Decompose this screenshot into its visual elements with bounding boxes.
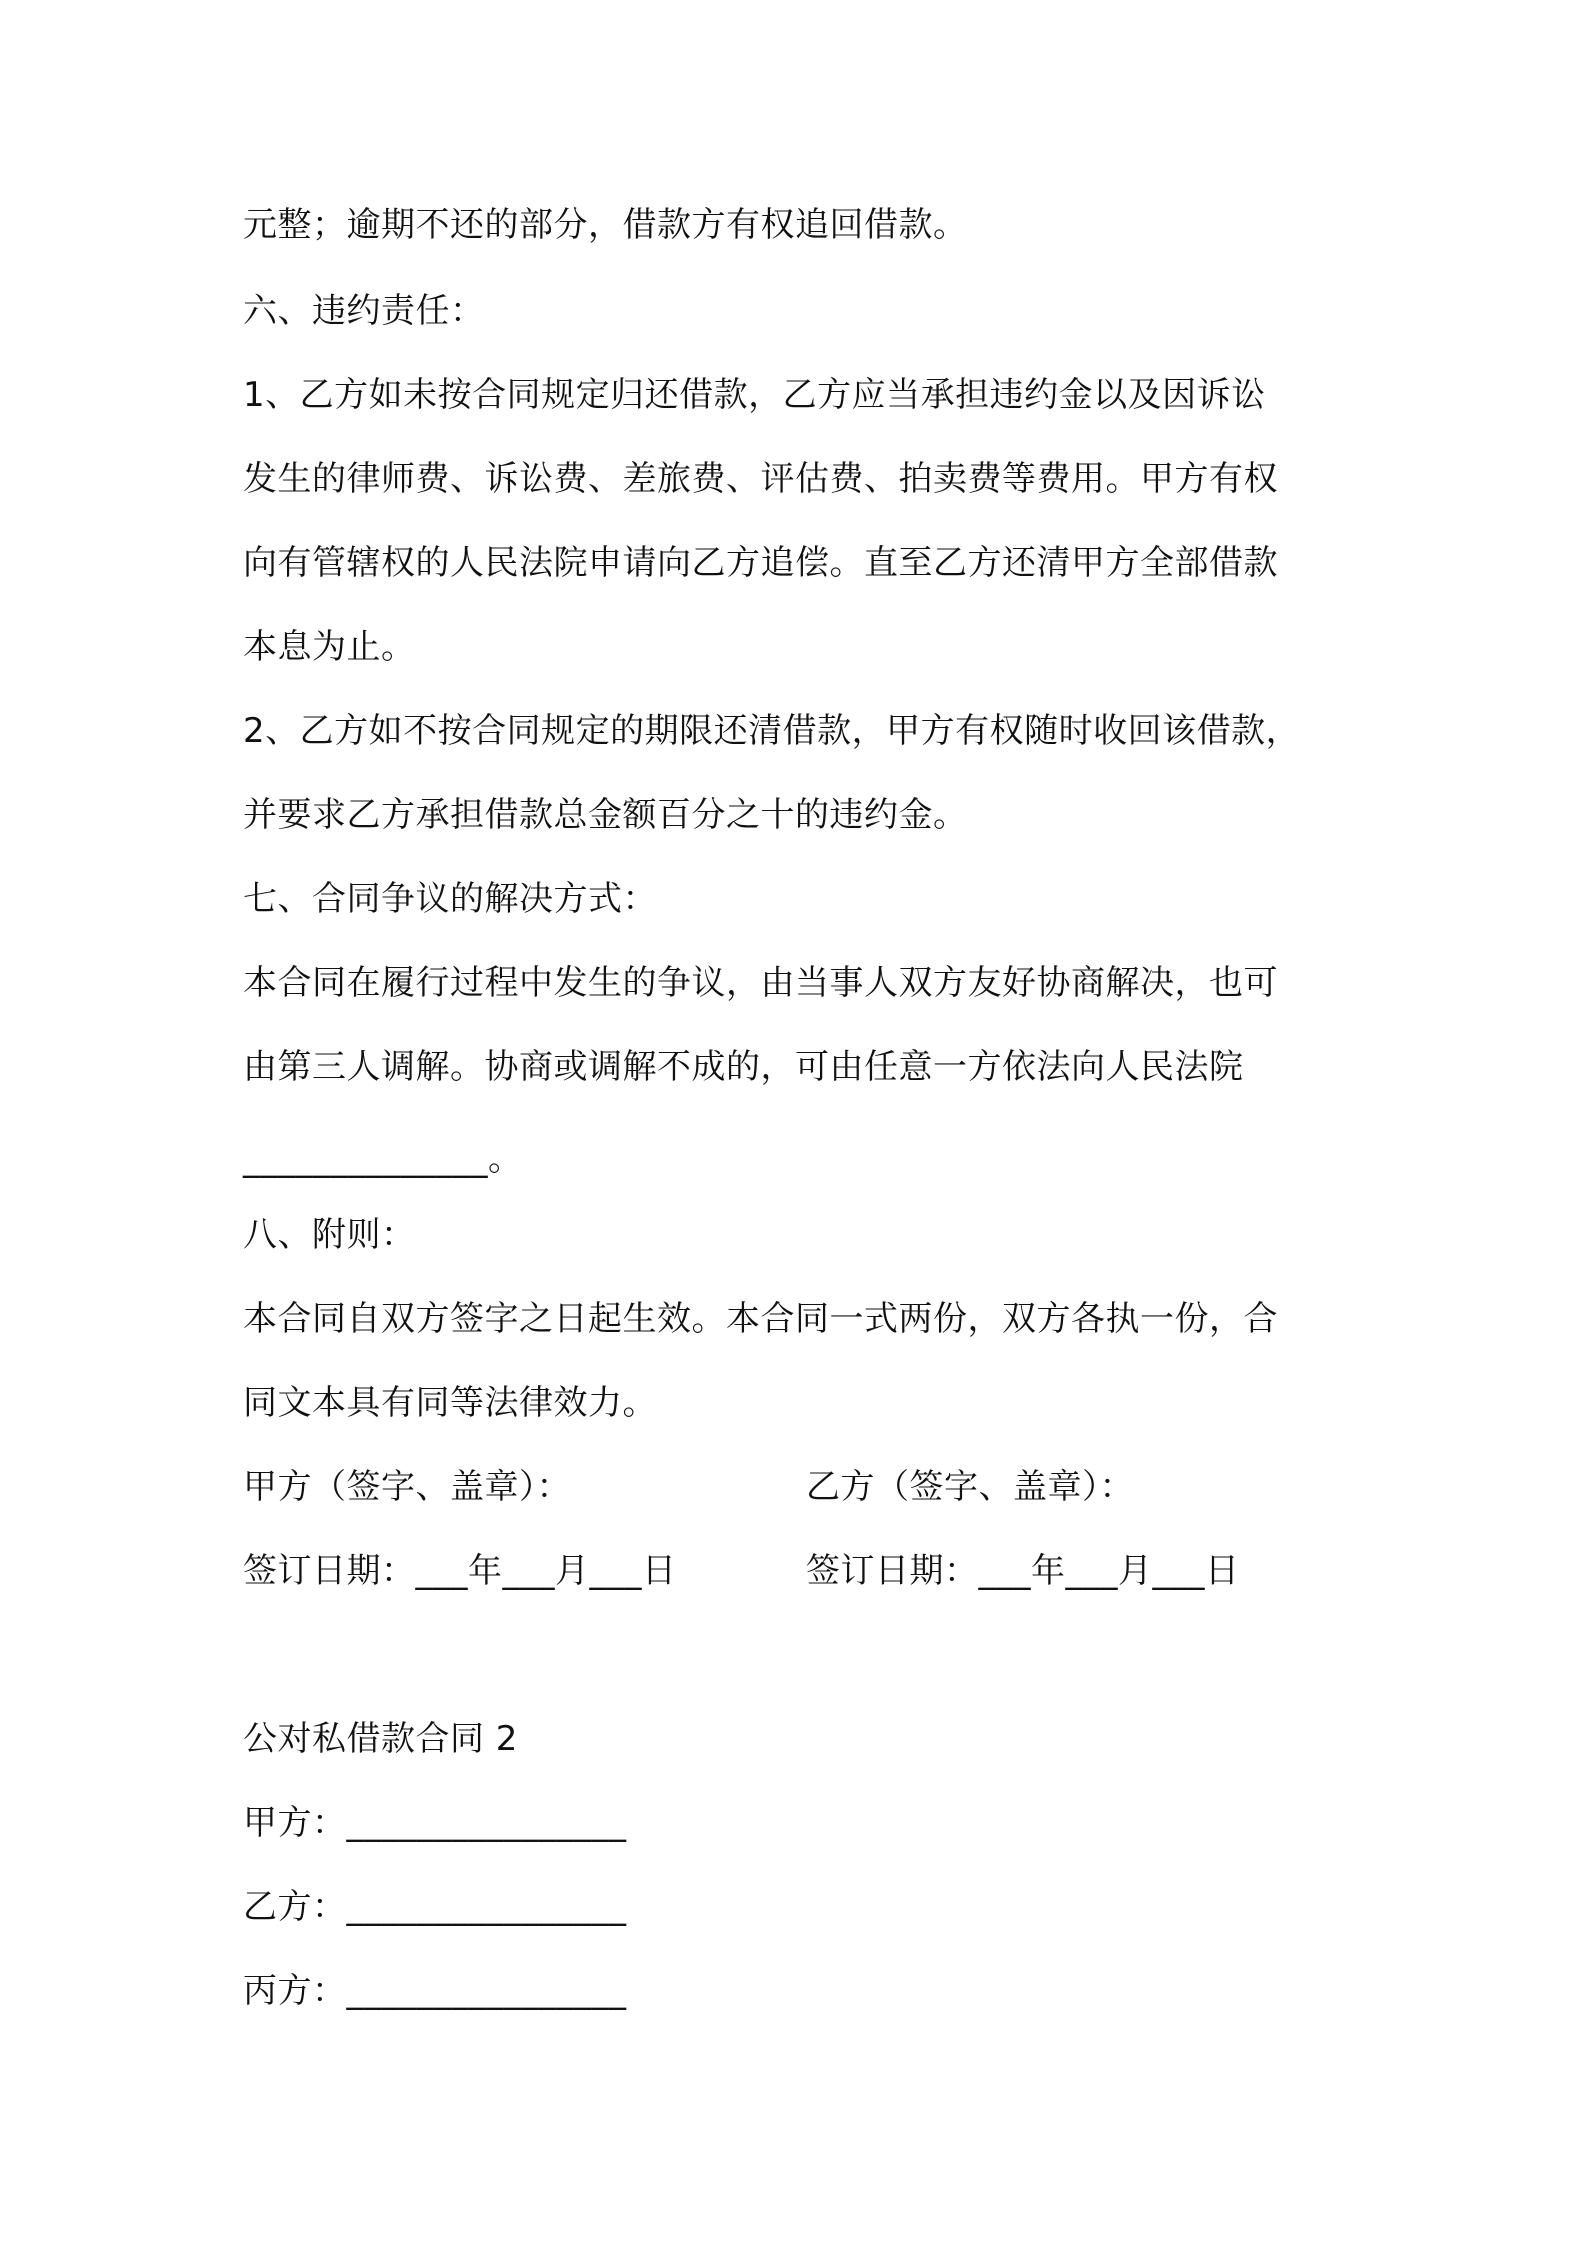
section-heading: 六、违约责任：: [243, 291, 485, 331]
paragraph-line: 并要求乙方承担借款总金额百分之十的违约金。: [243, 795, 968, 835]
paragraph-line: 本合同在履行过程中发生的争议，由当事人双方友好协商解决，也可: [243, 963, 1278, 1003]
paragraph-line: 同文本具有同等法律效力。: [243, 1383, 657, 1423]
paragraph-line: 本息为止。: [243, 627, 416, 667]
party-b-signature-label: 乙方（签字、盖章）：: [806, 1467, 1134, 1507]
paragraph-line: 由第三人调解。协商或调解不成的，可由任意一方依法向人民法院: [243, 1047, 1244, 1087]
party-b-field: 乙方：________________: [243, 1887, 627, 1927]
contract-title: 公对私借款合同 2: [243, 1719, 518, 1759]
party-a-sign-date: 签订日期：___年___月___日: [243, 1551, 677, 1591]
paragraph-line: 发生的律师费、诉讼费、差旅费、评估费、拍卖费等费用。甲方有权: [243, 459, 1278, 499]
paragraph-line: 元整；逾期不还的部分，借款方有权追回借款。: [243, 205, 968, 245]
section-heading: 七、合同争议的解决方式：: [243, 879, 657, 919]
section-heading: 八、附则：: [243, 1215, 416, 1255]
party-a-signature-label: 甲方（签字、盖章）：: [243, 1467, 571, 1507]
party-c-field: 丙方：________________: [243, 1971, 627, 2011]
paragraph-line: 2、乙方如不按合同规定的期限还清借款，甲方有权随时收回该借款，: [243, 711, 1301, 751]
party-a-field: 甲方：________________: [243, 1803, 627, 1843]
paragraph-line: 本合同自双方签字之日起生效。本合同一式两份，双方各执一份，合: [243, 1299, 1278, 1339]
party-b-sign-date: 签订日期：___年___月___日: [806, 1551, 1240, 1591]
paragraph-line: 向有管辖权的人民法院申请向乙方追偿。直至乙方还清甲方全部借款: [243, 543, 1278, 583]
court-blank-line: ______________。: [243, 1139, 523, 1179]
paragraph-line: 1、乙方如未按合同规定归还借款，乙方应当承担违约金以及因诉讼: [243, 375, 1266, 415]
